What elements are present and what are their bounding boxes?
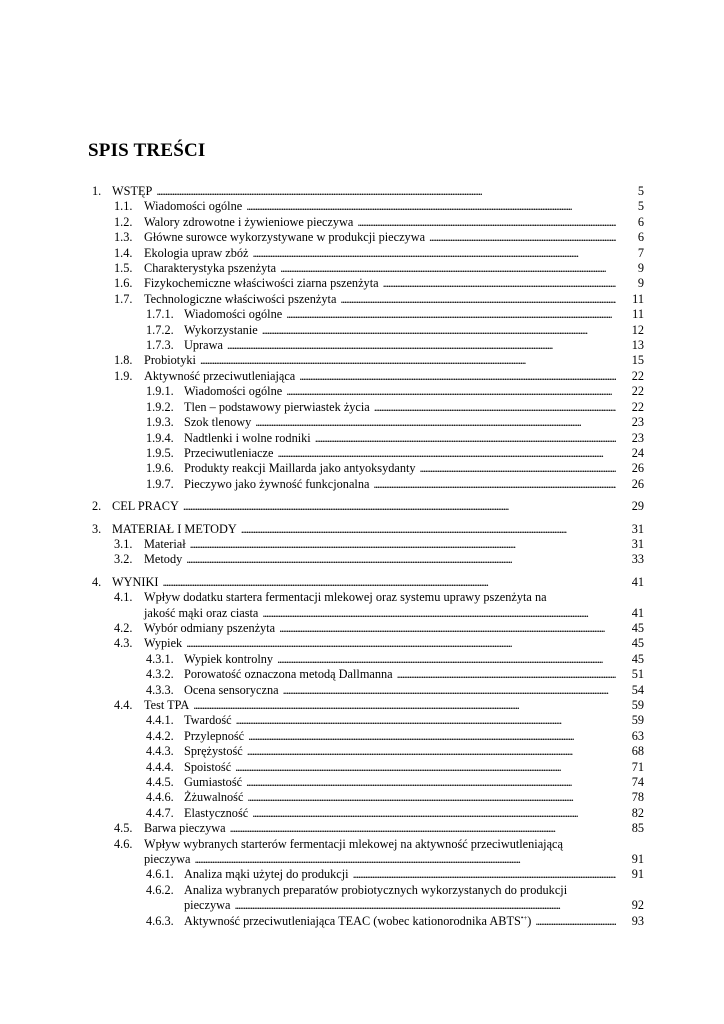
- toc-entry-page: 11: [632, 291, 644, 306]
- toc-entry-page: 26: [631, 461, 644, 476]
- toc-entry-label-text: Przeciwutleniacze: [184, 445, 274, 460]
- toc-entry-number: 4.6.2.: [146, 882, 174, 897]
- toc-entry-number: 4.3.3.: [146, 682, 174, 697]
- toc-entry-continuation[interactable]: [88, 606, 644, 621]
- toc-entry[interactable]: [88, 806, 644, 821]
- dot-leader: [248, 729, 616, 744]
- toc-entry-number: 4.6.: [114, 836, 133, 851]
- dot-leader: [247, 744, 616, 759]
- dot-leader: [183, 499, 616, 514]
- dot-leader: [315, 431, 616, 446]
- dot-leader: [374, 400, 616, 415]
- toc-entry-label-text: Ocena sensoryczna: [184, 682, 279, 697]
- toc-entry-label: [184, 338, 223, 353]
- toc-entry-label: [184, 760, 231, 775]
- toc-entry-page: 91: [631, 867, 644, 882]
- dot-leader: [235, 760, 616, 775]
- toc-entry[interactable]: [88, 713, 644, 728]
- dot-leader: [397, 667, 616, 682]
- toc-entry-label: [144, 292, 336, 307]
- toc-entry-label-text: Wiadomości ogólne: [184, 384, 283, 399]
- toc-entry[interactable]: [88, 652, 644, 667]
- dot-leader: [247, 790, 616, 805]
- toc-entry-number: 4.4.5.: [146, 775, 174, 790]
- toc-entry-number: 4.6.3.: [146, 913, 174, 928]
- toc-entry[interactable]: [88, 369, 644, 384]
- toc-entry-continuation[interactable]: [88, 852, 644, 867]
- dot-leader: [353, 867, 616, 882]
- toc-entry-label-text: Elastyczność: [184, 805, 249, 820]
- toc-entry-page: 78: [631, 790, 644, 805]
- toc-entry[interactable]: [88, 883, 644, 898]
- toc-entry-label-text: Wypiek kontrolny: [184, 651, 274, 666]
- toc-entry-label-text: Gumiastość: [184, 775, 243, 790]
- toc-entry-label-text: Barwa pieczywa: [144, 821, 226, 836]
- toc-entry-label: [144, 552, 182, 567]
- toc-entry-number: 4.4.7.: [146, 805, 174, 820]
- toc-entry-label-text: MATERIAŁ I METODY: [112, 521, 237, 536]
- dot-leader: [357, 215, 616, 230]
- toc-entry[interactable]: [88, 477, 644, 492]
- toc-entry-label: [112, 522, 237, 537]
- toc-entry-label: [184, 867, 349, 882]
- toc-entry-label: Analiza wybranych preparatów probiotycznych wykorzystanych do produkcji: [184, 882, 568, 897]
- dot-leader: [262, 323, 616, 338]
- toc-entry-page: 26: [631, 476, 644, 491]
- toc-entry-label: [184, 477, 369, 492]
- toc-entry[interactable]: [88, 867, 644, 882]
- toc-entry-page: 7: [637, 245, 644, 260]
- toc-entry[interactable]: [88, 276, 644, 291]
- toc-entry-number: 4.: [92, 574, 102, 589]
- toc-entry-label-text: Tlen – podstawowy pierwiastek życia: [184, 399, 370, 414]
- dot-leader: [277, 652, 616, 667]
- toc-entry-number: 4.4.6.: [146, 790, 174, 805]
- toc-entry-page: 63: [631, 728, 644, 743]
- dot-leader: [200, 353, 616, 368]
- toc-entry-label: [144, 369, 295, 384]
- toc-entry-label: [184, 744, 243, 759]
- toc-entry-page: 85: [631, 821, 644, 836]
- toc-entry-number: 1.3.: [114, 230, 133, 245]
- toc-entry-label-text: Porowatość oznaczona metodą Dallmanna: [184, 667, 393, 682]
- toc-entry-page: 9: [637, 261, 644, 276]
- toc-entry-page: 11: [632, 307, 644, 322]
- toc-entry[interactable]: [88, 400, 644, 415]
- toc-entry[interactable]: [88, 729, 644, 744]
- dot-leader: [230, 821, 616, 836]
- table-of-contents: [88, 184, 644, 929]
- toc-entry[interactable]: [88, 636, 644, 651]
- toc-entry-label-text: Wypiek: [144, 636, 183, 651]
- toc-entry-page: 41: [631, 574, 644, 589]
- toc-entry-number: 4.2.: [114, 620, 133, 635]
- toc-entry-label: [144, 698, 189, 713]
- toc-entry-page: 13: [631, 338, 644, 353]
- toc-entry-label-text: Walory zdrowotne i żywieniowe pieczywa: [144, 214, 354, 229]
- toc-entry-label: [144, 261, 276, 276]
- toc-entry-page: 6: [637, 230, 644, 245]
- toc-entry[interactable]: [88, 522, 644, 537]
- toc-entry[interactable]: [88, 537, 644, 552]
- toc-entry[interactable]: [88, 338, 644, 353]
- toc-entry-label-text: Uprawa: [184, 338, 223, 353]
- toc-entry-number: 1.5.: [114, 261, 133, 276]
- dot-leader: [299, 369, 616, 384]
- toc-entry-label: [184, 307, 282, 322]
- toc-entry-page: 92: [631, 898, 644, 913]
- toc-entry-label-text: Żżuwalność: [184, 790, 244, 805]
- toc-entry-page: 45: [631, 636, 644, 651]
- toc-entry-continuation[interactable]: [88, 898, 644, 913]
- toc-entry-label-continued: jakość mąki oraz ciasta: [144, 605, 259, 620]
- toc-entry-page: 22: [631, 399, 644, 414]
- toc-entry[interactable]: [88, 775, 644, 790]
- dot-leader: [535, 914, 616, 929]
- toc-entry-label-text: Ekologia upraw zbóż: [144, 245, 249, 260]
- toc-entry-page: 41: [631, 605, 644, 620]
- toc-entry-number: 4.4.1.: [146, 713, 174, 728]
- toc-entry-label-continued: pieczywa: [184, 898, 231, 913]
- toc-entry-page: 15: [631, 353, 644, 368]
- dot-leader: [373, 477, 616, 492]
- toc-entry-page: 5: [637, 199, 644, 214]
- toc-entry-page: 54: [631, 682, 644, 697]
- toc-entry[interactable]: [88, 914, 644, 929]
- dot-leader: [286, 307, 616, 322]
- dot-leader: [236, 713, 616, 728]
- toc-entry[interactable]: [88, 353, 644, 368]
- toc-entry-label: [112, 499, 179, 514]
- toc-entry-label: [184, 323, 258, 338]
- toc-entry[interactable]: [88, 552, 644, 567]
- toc-entry-page: 6: [637, 214, 644, 229]
- toc-entry-label-text: Nadtlenki i wolne rodniki: [184, 430, 311, 445]
- toc-entry-label-text: Test TPA: [144, 698, 190, 712]
- toc-entry-page: 33: [631, 552, 644, 567]
- toc-entry-number: 4.4.3.: [146, 744, 174, 759]
- toc-entry-page: 59: [631, 698, 644, 712]
- toc-entry-number: 1.9.2.: [146, 399, 174, 414]
- toc-entry-number: 1.4.: [114, 245, 133, 260]
- dot-leader: [186, 636, 616, 651]
- toc-entry-label: [144, 353, 196, 368]
- toc-entry-page: 29: [631, 499, 644, 514]
- toc-entry-number: 3.: [92, 521, 102, 536]
- toc-entry-page: 91: [631, 852, 644, 867]
- toc-entry-label: [184, 461, 416, 476]
- dot-leader: [193, 698, 616, 713]
- toc-entry-number: 1.9.6.: [146, 461, 174, 476]
- toc-entry-label-text: Spoistość: [184, 759, 232, 774]
- toc-entry[interactable]: [88, 698, 644, 713]
- toc-entry-number: 4.1.: [114, 590, 133, 605]
- toc-entry-label-text: Szok tlenowy: [184, 415, 252, 430]
- toc-entry-number: 4.3.2.: [146, 667, 174, 682]
- toc-entry-label-text: Technologiczne właściwości pszenżyta: [144, 291, 337, 306]
- dot-leader: [420, 461, 616, 476]
- toc-entry-number: 4.4.2.: [146, 728, 174, 743]
- toc-entry-page: 31: [631, 536, 644, 551]
- toc-entry-number: 1.7.1.: [146, 307, 174, 322]
- toc-entry-page: 59: [631, 713, 644, 728]
- toc-entry-number: 1.9.4.: [146, 430, 174, 445]
- toc-entry[interactable]: [88, 667, 644, 682]
- toc-entry-number: 3.1.: [114, 536, 133, 551]
- toc-entry-page: 51: [631, 667, 644, 682]
- toc-entry[interactable]: [88, 575, 644, 590]
- toc-entry-number: 1.1.: [114, 199, 133, 214]
- toc-entry-label: [184, 446, 273, 461]
- toc-entry-label: [144, 276, 379, 291]
- toc-entry-label-text: CEL PRACY: [112, 499, 179, 514]
- toc-entry[interactable]: [88, 446, 644, 461]
- dot-leader: [194, 852, 616, 867]
- toc-entry-label: [184, 806, 248, 821]
- toc-entry-label-text: Twardość: [184, 713, 232, 728]
- toc-entry[interactable]: [88, 621, 644, 636]
- toc-entry-number: 1.8.: [114, 353, 133, 368]
- toc-entry-page: 12: [631, 322, 644, 337]
- toc-entry-page: 45: [631, 651, 644, 666]
- toc-entry-page: 74: [631, 775, 644, 790]
- toc-entry-number: 1.2.: [114, 214, 133, 229]
- dot-leader: [255, 415, 616, 430]
- toc-entry-page: 22: [631, 384, 644, 399]
- toc-entry[interactable]: [88, 215, 644, 230]
- toc-entry-number: 4.4.4.: [146, 759, 174, 774]
- toc-entry-label-text: Analiza mąki użytej do produkcji: [184, 867, 349, 882]
- toc-entry-label: [184, 384, 282, 399]
- dot-leader: [241, 522, 616, 537]
- toc-entry-label: [184, 431, 311, 446]
- toc-entry-label: [184, 652, 273, 667]
- toc-entry-page: 45: [631, 620, 644, 635]
- toc-entry-label-text: Probiotyki: [144, 353, 196, 368]
- toc-entry-page: 24: [631, 445, 644, 460]
- toc-entry-label-text: Metody: [144, 552, 183, 567]
- dot-leader: [340, 292, 616, 307]
- toc-entry[interactable]: [88, 760, 644, 775]
- toc-entry-page: 22: [631, 368, 644, 383]
- toc-entry[interactable]: [88, 415, 644, 430]
- toc-entry-label-text: Produkty reakcji Maillarda jako antyoksydanty: [184, 461, 416, 476]
- toc-entry-page: 5: [637, 184, 644, 198]
- toc-entry-number: 1.9.3.: [146, 415, 174, 430]
- toc-entry-number: 1.9.7.: [146, 476, 174, 491]
- toc-entry-number: 4.5.: [114, 821, 133, 836]
- toc-entry[interactable]: [88, 821, 644, 836]
- toc-entry-page: 82: [631, 805, 644, 820]
- toc-entry-label: [184, 775, 242, 790]
- dot-leader: [234, 898, 616, 913]
- toc-entry[interactable]: [88, 590, 644, 605]
- toc-entry-label-end: ): [527, 913, 532, 928]
- toc-entry-label: [144, 246, 249, 261]
- toc-entry-label: [184, 415, 251, 430]
- toc-entry-label-text: Wiadomości ogólne: [144, 199, 243, 214]
- toc-entry-label: [112, 184, 152, 199]
- toc-entry-number: 1.9.5.: [146, 445, 174, 460]
- toc-entry-label: [112, 575, 158, 590]
- toc-entry[interactable]: [88, 384, 644, 399]
- superscript: •+: [520, 913, 528, 922]
- dot-leader: [186, 552, 616, 567]
- toc-entry-label-text: Aktywność przeciwutleniająca TEAC (wobec kationorodnika ABTS: [184, 913, 521, 928]
- toc-entry-label-text: Pieczywo jako żywność funkcjonalna: [184, 476, 370, 491]
- toc-entry[interactable]: [88, 323, 644, 338]
- toc-entry[interactable]: [88, 246, 644, 261]
- dot-leader: [227, 338, 616, 353]
- toc-entry-label: [184, 400, 370, 415]
- toc-entry-label-text: Charakterystyka pszenżyta: [144, 261, 277, 276]
- toc-entry-label: [144, 199, 242, 214]
- toc-entry[interactable]: [88, 499, 644, 514]
- toc-entry-label: [184, 667, 393, 682]
- toc-entry-label: [184, 729, 244, 744]
- toc-entry[interactable]: [88, 261, 644, 276]
- toc-entry[interactable]: [88, 184, 644, 199]
- toc-entry-label: [184, 790, 243, 805]
- toc-entry-label-text: Materiał: [144, 536, 186, 551]
- dot-leader: [246, 199, 616, 214]
- toc-entry-number: 1.7.: [114, 291, 133, 306]
- toc-entry-page: 23: [631, 430, 644, 445]
- toc-entry-label: [144, 821, 226, 836]
- toc-entry-page: 71: [631, 759, 644, 774]
- dot-leader: [162, 575, 616, 590]
- toc-entry-number: 4.4.: [114, 698, 133, 712]
- toc-entry-label: [184, 914, 531, 929]
- toc-entry-page: 68: [631, 744, 644, 759]
- toc-entry-number: 4.3.: [114, 636, 133, 651]
- toc-entry-label: Wpływ dodatku startera fermentacji mlekowej oraz systemu uprawy pszenżyta na: [144, 590, 547, 605]
- page-title: SPIS TREŚCI: [88, 140, 206, 161]
- toc-entry-page: 23: [631, 415, 644, 430]
- toc-entry-number: 1.7.3.: [146, 338, 174, 353]
- dot-leader: [383, 276, 616, 291]
- dot-leader: [429, 230, 616, 245]
- dot-leader: [252, 806, 616, 821]
- toc-entry[interactable]: [88, 292, 644, 307]
- dot-leader: [156, 184, 616, 199]
- toc-entry-label: [144, 215, 353, 230]
- toc-entry[interactable]: [88, 199, 644, 214]
- toc-entry-label-continued: pieczywa: [144, 852, 191, 867]
- toc-entry-label-text: Wiadomości ogólne: [184, 307, 283, 322]
- toc-entry-page: 31: [631, 521, 644, 536]
- toc-entry-number: 1.9.: [114, 368, 133, 383]
- toc-entry-label-text: Wybór odmiany pszenżyta: [144, 620, 276, 635]
- toc-entry-number: 4.6.1.: [146, 867, 174, 882]
- toc-entry-label: Wpływ wybranych starterów fermentacji mlekowej na aktywność przeciwutleniającą: [144, 836, 563, 851]
- toc-entry-number: 1.6.: [114, 276, 133, 291]
- toc-entry-number: 1.7.2.: [146, 322, 174, 337]
- toc-entry-page: 93: [631, 913, 644, 928]
- toc-entry-number: 4.3.1.: [146, 651, 174, 666]
- dot-leader: [190, 537, 616, 552]
- toc-entry[interactable]: [88, 307, 644, 322]
- toc-entry[interactable]: [88, 461, 644, 476]
- dot-leader: [286, 384, 616, 399]
- toc-entry-label: [184, 683, 279, 698]
- toc-entry-label: [144, 636, 182, 651]
- toc-entry-page: 9: [637, 276, 644, 291]
- toc-entry-label-text: WYNIKI: [112, 574, 159, 589]
- dot-leader: [277, 446, 616, 461]
- dot-leader: [246, 775, 616, 790]
- toc-entry-number: 3.2.: [114, 552, 133, 567]
- dot-leader: [262, 606, 616, 621]
- toc-entry-label-text: Główne surowce wykorzystywane w produkcji pieczywa: [144, 230, 426, 245]
- toc-entry-label-text: Przylepność: [184, 728, 245, 743]
- toc-entry-label: [144, 230, 425, 245]
- toc-entry-label-text: Sprężystość: [184, 744, 243, 759]
- dot-leader: [253, 246, 617, 261]
- dot-leader: [283, 683, 616, 698]
- toc-entry[interactable]: [88, 431, 644, 446]
- toc-entry-label: [184, 713, 232, 728]
- dot-leader: [279, 621, 616, 636]
- toc-entry-label-text: WSTĘP: [112, 184, 153, 198]
- toc-entry[interactable]: [88, 744, 644, 759]
- toc-entry[interactable]: [88, 837, 644, 852]
- toc-entry-label-text: Wykorzystanie: [184, 322, 258, 337]
- toc-entry-number: 2.: [92, 499, 102, 514]
- toc-entry[interactable]: [88, 790, 644, 805]
- toc-entry-number: 1.: [92, 184, 102, 198]
- toc-entry-label-text: Aktywność przeciwutleniająca: [144, 368, 296, 383]
- toc-entry-label-text: Fizykochemiczne właściwości ziarna pszenżyta: [144, 276, 379, 291]
- toc-entry[interactable]: [88, 683, 644, 698]
- dot-leader: [280, 261, 616, 276]
- toc-entry-number: 1.9.1.: [146, 384, 174, 399]
- toc-entry-label: [144, 537, 186, 552]
- toc-entry-label: [144, 621, 275, 636]
- toc-entry[interactable]: [88, 230, 644, 245]
